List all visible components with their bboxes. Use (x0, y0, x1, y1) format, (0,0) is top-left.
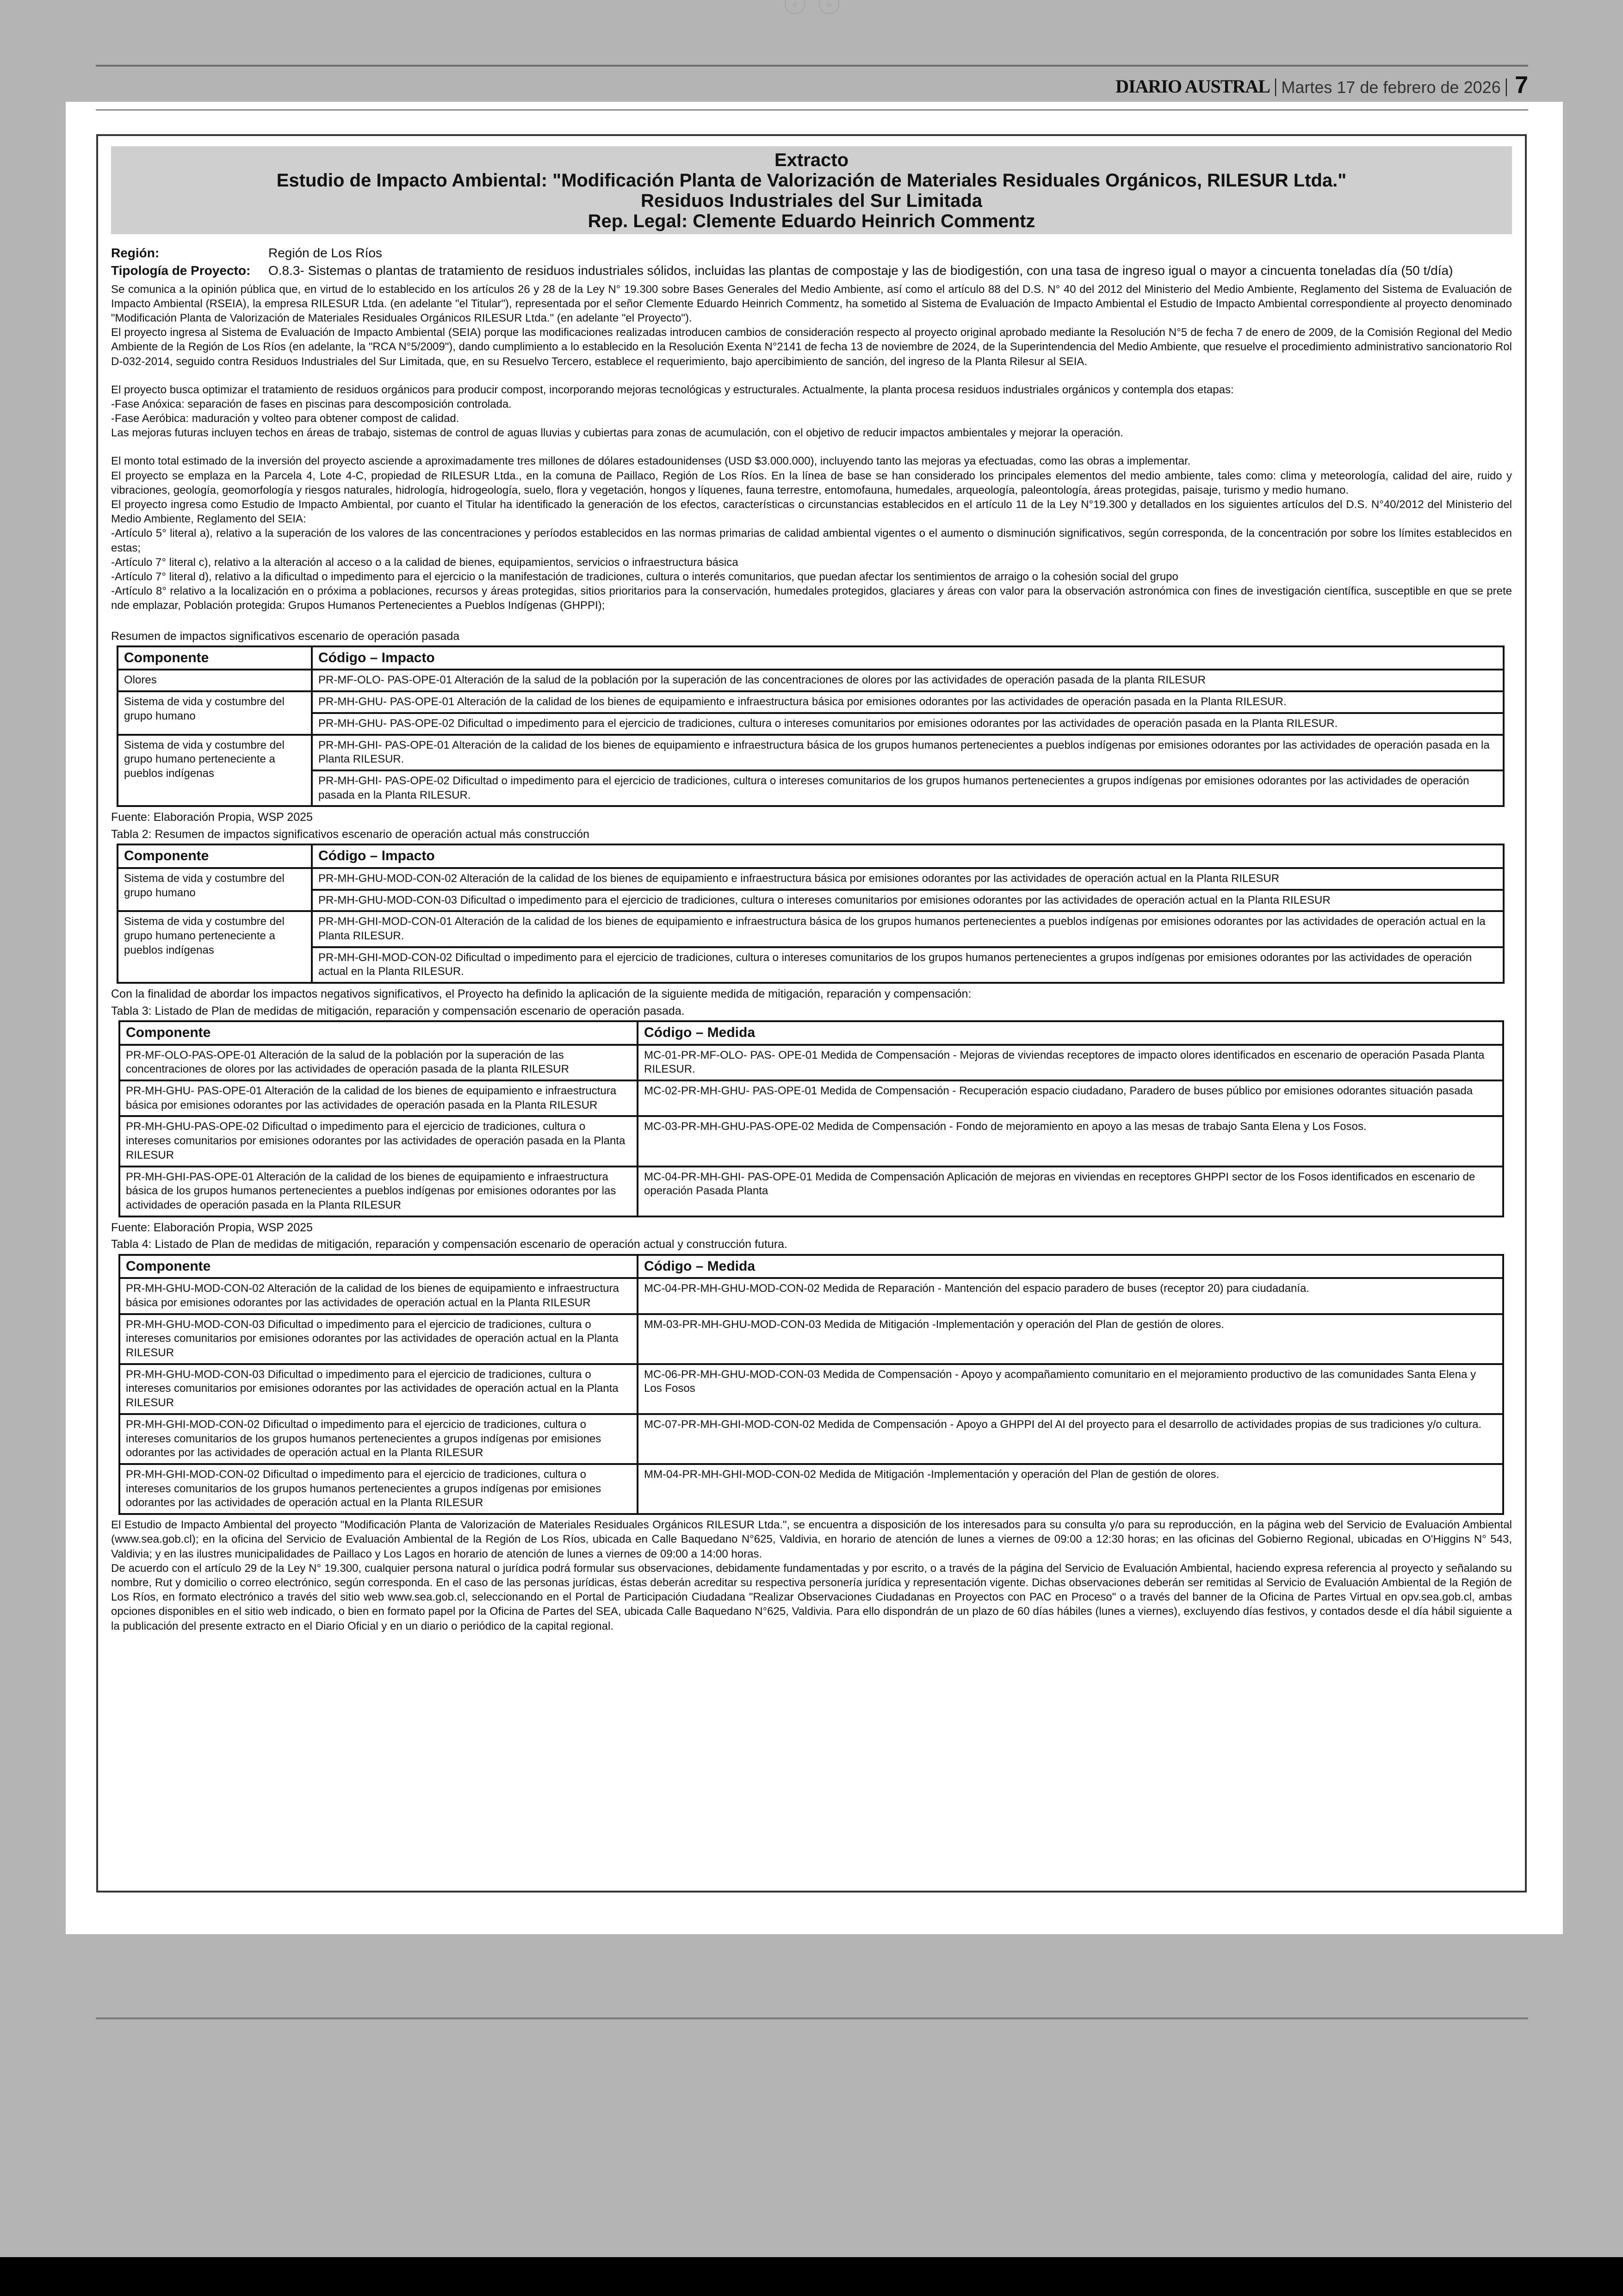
table-caption: Tabla 2: Resumen de impactos significativos escenario de operación actual más construcción (111, 827, 589, 841)
measure-cell: MC-03-PR-MH-GHU-PAS-OPE-02 Medida de Compensación - Fondo de mejoramiento en apoyo a las mesas de trabajo Santa Elena y Los Fosos. (638, 1116, 1503, 1166)
table-caption: Tabla 4: Listado de Plan de medidas de mitigación, reparación y compensación escenario de operación actual y construcción futura. (111, 1238, 787, 1251)
column-header: Componente (118, 646, 312, 670)
impacts-table-past (117, 645, 1505, 807)
paragraph: -Fase Anóxica: separación de fases en piscinas para descomposición controlada. (111, 397, 512, 410)
newspaper-name: DIARIO AUSTRAL (1115, 76, 1270, 97)
paragraph: El proyecto busca optimizar el tratamiento de residuos orgánicos para producir compost, incorporando mejoras tecnológicas y estructurales. Actualmente, la planta procesa residuos industriales orgánicos y contempla dos etapas: (111, 383, 1234, 396)
table-source: Fuente: Elaboración Propia, WSP 2025 (111, 1221, 313, 1234)
next-page-button[interactable]: > (819, 0, 839, 14)
impact-cell: PR-MH-GHI- PAS-OPE-01 Alteración de la calidad de los bienes de equipamiento e infraestructura básica de los grupos humanos pertenecientes a pueblos indígenas por emisiones odorantes por las actividades de operación pasada en la Planta RILESUR. (312, 735, 1504, 770)
issue-date: Martes 17 de febrero de 2026 (1281, 78, 1501, 97)
column-header: Código – Impacto (312, 844, 1504, 868)
table-row (118, 947, 1504, 983)
header-separator: | (1273, 75, 1278, 97)
viewer-bottom-bar (0, 2257, 1623, 2296)
impact-cell: PR-MH-GHI-MOD-CON-02 Dificultad o impedimento para el ejercicio de tradiciones, cultura o intereses comunitarios de los grupos humanos pertenecientes a grupos indígenas por emisiones odorantes por las actividades de operación actual en la Planta RILESUR. (312, 947, 1504, 983)
table-row (118, 770, 1504, 806)
impact-cell: PR-MH-GHU-MOD-CON-03 Dificultad o impedimento para el ejercicio de tradiciones, cultura o intereses comunitarios por emisiones odorantes por las actividades de operación actual en la Planta RILESUR (312, 890, 1504, 912)
title-line: Estudio de Impacto Ambiental: "Modificación Planta de Valorización de Materiales Residuales Orgánicos, RILESUR Ltda." (276, 170, 1347, 191)
title-line: Rep. Legal: Clemente Eduardo Heinrich Commentz (588, 211, 1035, 231)
impact-cell: PR-MH-GHI- PAS-OPE-02 Dificultad o impedimento para el ejercicio de tradiciones, cultura o intereses comunitarios de los grupos humanos pertenecientes a grupos indígenas por emisiones odorantes por las actividades de operación pasada en la Planta RILESUR. (312, 770, 1504, 806)
measures-intro: Con la finalidad de abordar los impactos negativos significativos, el Proyecto ha definido la aplicación de la siguiente medida de mitigación, reparación y compensación: (111, 987, 972, 1001)
impact-cell: PR-MF-OLO- PAS-OPE-01 Alteración de la salud de la población por la superación de las concentraciones de olores por las actividades de operación pasada de la planta RILESUR (312, 670, 1504, 691)
region-row (111, 244, 1512, 262)
bottom-rule (96, 2017, 1528, 2019)
table-row (119, 1116, 1503, 1166)
page-number: 7 (1515, 72, 1528, 99)
impacts-table-current (117, 844, 1505, 984)
impact-cell: PR-MH-GHI-PAS-OPE-01 Alteración de la calidad de los bienes de equipamiento e infraestructura básica de los grupos humanos pertenecientes a pueblos indígenas por emisiones odorantes por las actividades de operación pasada en la Planta RILESUR (119, 1167, 638, 1216)
paragraph: Las mejoras futuras incluyen techos en áreas de trabajo, sistemas de control de aguas lluvias y cubiertas para zonas de acumulación, con el objetivo de reducir impactos ambientales y mejorar la operación. (111, 427, 1123, 440)
measure-cell: MM-03-PR-MH-GHU-MOD-CON-03 Medida de Mitigación -Implementación y operación del Plan de gestión de olores. (638, 1314, 1503, 1364)
component-cell: Sistema de vida y costumbre del grupo humano perteneciente a pueblos indígenas (118, 735, 312, 807)
table-row (118, 691, 1504, 713)
table-row (118, 868, 1504, 890)
component-cell: Sistema de vida y costumbre del grupo humano (118, 691, 312, 734)
component-cell: Sistema de vida y costumbre del grupo humano (118, 868, 312, 911)
title-line: Residuos Industriales del Sur Limitada (641, 191, 982, 211)
header-separator-2: | (1504, 75, 1509, 97)
paragraph: -Artículo 7° literal c), relativo a la alteración al acceso o a la calidad de bienes, equipamientos, servicios o infraestructura básica (111, 556, 738, 569)
impact-cell: PR-MH-GHU-MOD-CON-03 Dificultad o impedimento para el ejercicio de tradiciones, cultura o intereses comunitarios por emisiones odorantes por las actividades de operación actual en la Planta RILESUR (119, 1364, 638, 1414)
paragraph: -Artículo 5° literal a), relativo a la superación de los valores de las concentraciones y períodos establecidos en las normas primarias de calidad ambiental vigentes o el aumento o disminución significativos, según corresponda, de la concentración por sobre los límites establecidos en estas; (111, 527, 1512, 554)
table-row (118, 735, 1504, 770)
measure-cell: MC-04-PR-MH-GHU-MOD-CON-02 Medida de Reparación - Mantención del espacio paradero de buses (receptor 20) para ciudadanía. (638, 1278, 1503, 1314)
notice-meta (111, 244, 1512, 279)
paragraph: Se comunica a la opinión pública que, en virtud de lo establecido en los artículos 26 y 28 de la Ley N° 19.300 sobre Bases Generales del Medio Ambiente, así como el artículo 88 del D.S. N° 40 del 2012 del Ministerio del Medio Ambiente, Reglamento del Sistema de Evaluación de Impacto Ambiental (RSEIA), la empresa RILESUR Ltda. (en adelante "el Titular"), representada por el señor Clemente Eduardo Heinrich Commentz, ha sometido al Sistema de Evaluación de Impacto Ambiental el Estudio de Impacto Ambiental correspondiente al proyecto denominado "Modificación Planta de Valorización de Materiales Residuales Orgánicos RILESUR Ltda." (en adelante "el Proyecto"). (111, 283, 1512, 324)
table-row (119, 1045, 1503, 1080)
tipologia-value: O.8.3- Sistemas o plantas de tratamiento de residuos industriales sólidos, incluidas las plantas de compostaje y las de biodigestión, con una tasa de ingreso igual o mayor a cincuenta toneladas día (50 t/día) (268, 263, 1453, 278)
page-navigation (782, 0, 842, 17)
table-row (119, 1080, 1503, 1116)
table-source: Fuente: Elaboración Propia, WSP 2025 (111, 811, 313, 824)
paragraph: El proyecto ingresa como Estudio de Impacto Ambiental, por cuanto el Titular ha identificado la generación de los efectos, características o circunstancias establecidos en el artículo 11 de la Ley N°19.300 y detallados en los siguientes artículos del D.S. N°40/2012 del Ministerio del Medio Ambiente, Reglamento del SEIA: (111, 498, 1512, 526)
measure-cell: MC-07-PR-MH-GHI-MOD-CON-02 Medida de Compensación - Apoyo a GHPPI del AI del proyecto para el desarrollo de actividades propias de sus tradiciones y/o cultura. (638, 1414, 1503, 1464)
table-row (118, 670, 1504, 691)
table-row (118, 890, 1504, 912)
tipologia-label: Tipología de Proyecto: (111, 263, 251, 278)
table-row (119, 1414, 1503, 1464)
notice-closing (111, 1518, 1512, 1633)
measures-table-past (118, 1020, 1504, 1217)
paragraph: El monto total estimado de la inversión del proyecto asciende a aproximadamente tres millones de dólares estadounidenses (USD $3.000.000), incluyendo tanto las mejoras ya efectuadas, como las obras a implementar. (111, 455, 1191, 468)
column-header: Código – Medida (638, 1021, 1503, 1044)
table-header-row (118, 646, 1504, 670)
measure-cell: MC-01-PR-MF-OLO- PAS- OPE-01 Medida de Compensación - Mejoras de viviendas receptores de impacto olores identificados en escenario de operación Pasada Planta RILESUR. (638, 1045, 1503, 1080)
impact-cell: PR-MH-GHI-MOD-CON-02 Dificultad o impedimento para el ejercicio de tradiciones, cultura o intereses comunitarios de los grupos humanos pertenecientes a grupos indígenas por emisiones odorantes por las actividades de operación actual en la Planta RILESUR (119, 1414, 638, 1464)
notice-title (111, 146, 1512, 234)
table-row (118, 911, 1504, 947)
measure-cell: MC-02-PR-MH-GHU- PAS-OPE-01 Medida de Compensación - Recuperación espacio ciudadano, Paradero de buses público por emisiones odorantes situación pasada (638, 1080, 1503, 1116)
top-rule (96, 65, 1528, 67)
paragraph: El proyecto ingresa al Sistema de Evaluación de Impacto Ambiental (SEIA) porque las modificaciones realizadas introducen cambios de consideración respecto al proyecto original aprobado mediante la Resolución N°5 de fecha 7 de enero de 2009, de la Comisión Regional del Medio Ambiente de la Región de Los Ríos (en adelante, la "RCA N°5/2009"), dando cumplimiento a lo establecido en la Resolución Exenta N°2141 de fecha 13 de noviembre de 2024, de la Superintendencia del Medio Ambiente, que resuelve el procedimiento administrativo sancionatorio Rol D-032-2014, seguido contra Residuos Industriales del Sur Limitada, que, en su Resuelvo Tercero, establece el requerimiento, bajo apercibimiento de sanción, del ingreso de la Planta Rilesur al SEIA. (111, 326, 1512, 368)
column-header: Código – Medida (638, 1255, 1503, 1278)
legal-notice (96, 134, 1527, 1893)
component-cell: Sistema de vida y costumbre del grupo humano perteneciente a pueblos indígenas (118, 911, 312, 983)
impact-cell: PR-MH-GHU- PAS-OPE-01 Alteración de la calidad de los bienes de equipamiento e infraestructura básica por emisiones odorantes por las actividades de operación pasada en la Planta RILESUR. (312, 691, 1504, 713)
notice-body (111, 282, 1512, 613)
measure-cell: MC-04-PR-MH-GHI- PAS-OPE-01 Medida de Compensación Aplicación de mejoras en viviendas en receptores GHPPI sector de los Fosos identificados en escenario de operación Pasada Planta (638, 1167, 1503, 1216)
title-line: Extracto (774, 150, 849, 170)
column-header: Código – Impacto (312, 646, 1504, 670)
previous-page-button[interactable]: < (785, 0, 805, 14)
measures-table-current (118, 1254, 1504, 1515)
impact-cell: PR-MH-GHU- PAS-OPE-02 Dificultad o impedimento para el ejercicio de tradiciones, cultura o intereses comunitarios por emisiones odorantes por las actividades de operación pasada en la Planta RILESUR. (312, 713, 1504, 735)
paragraph: El Estudio de Impacto Ambiental del proyecto "Modificación Planta de Valorización de Materiales Residuales Orgánicos RILESUR Ltda.", se encuentra a disposición de los interesados para su consulta y/o para su reproducción, en la página web del Servicio de Evaluación Ambiental (www.sea.gob.cl); en la oficina del Servicio de Evaluación Ambiental de la Región de Los Ríos, ubicada en Calle Baquedano N°625, Valdivia, en horario de atención de lunes a viernes de 09:00 a 12:30 horas; en las oficinas del Gobierno Regional, ubicadas en O'Higgins N° 543, Valdivia; y en las ilustres municipalidades de Paillaco y Los Lagos en horario de atención de lunes a viernes de 09:00 a 14:00 horas. (111, 1519, 1512, 1560)
impact-cell: PR-MH-GHU- PAS-OPE-01 Alteración de la calidad de los bienes de equipamiento e infraestructura básica por emisiones odorantes por las actividades de operación pasada en la Planta RILESUR (119, 1080, 638, 1116)
measure-cell: MM-04-PR-MH-GHI-MOD-CON-02 Medida de Mitigación -Implementación y operación del Plan de gestión de olores. (638, 1464, 1503, 1514)
paragraph: -Fase Aeróbica: maduración y volteo para obtener compost de calidad. (111, 412, 459, 425)
table-header-row (119, 1021, 1503, 1044)
table-row (119, 1167, 1503, 1216)
impact-cell: PR-MF-OLO-PAS-OPE-01 Alteración de la salud de la población por la superación de las concentraciones de olores por las actividades de operación pasada de la planta RILESUR (119, 1045, 638, 1080)
table-row (119, 1364, 1503, 1414)
newspaper-header (1115, 69, 1528, 97)
paragraph: -Artículo 8° relativo a la localización en o próxima a poblaciones, recursos y áreas protegidas, sitios prioritarios para la conservación, humedales protegidos, glaciares y áreas con valor para la observación astronómica con fines de investigación científica, susceptible en que se prete nde emplazar, Población protegida: Grupos Humanos Pertenecientes a Pueblos Indígenas (GHPPI); (111, 585, 1512, 612)
table-header-row (119, 1255, 1503, 1278)
table-caption: Resumen de impactos significativos escenario de operación pasada (111, 629, 460, 643)
region-value: Región de Los Ríos (268, 246, 382, 260)
column-header: Componente (119, 1021, 638, 1044)
component-cell: Olores (118, 670, 312, 691)
impact-cell: PR-MH-GHI-MOD-CON-02 Dificultad o impedimento para el ejercicio de tradiciones, cultura o intereses comunitarios de los grupos humanos pertenecientes a grupos indígenas por emisiones odorantes por las actividades de operación actual en la Planta RILESUR (119, 1464, 638, 1514)
impact-cell: PR-MH-GHU-PAS-OPE-02 Dificultad o impedimento para el ejercicio de tradiciones, cultura o intereses comunitarios por emisiones odorantes por las actividades de operación pasada en la Planta RILESUR (119, 1116, 638, 1166)
column-header: Componente (119, 1255, 638, 1278)
table-row (119, 1464, 1503, 1514)
header-rule (96, 109, 1528, 111)
impact-cell: PR-MH-GHU-MOD-CON-02 Alteración de la calidad de los bienes de equipamiento e infraestructura básica por emisiones odorantes por las actividades de operación actual en la Planta RILESUR (312, 868, 1504, 890)
table-caption: Tabla 3: Listado de Plan de medidas de mitigación, reparación y compensación escenario de operación pasada. (111, 1004, 685, 1018)
tipologia-row (111, 262, 1512, 279)
paragraph: -Artículo 7° literal d), relativo a la dificultad o impedimento para el ejercicio o la manifestación de tradiciones, cultura o interés comunitarios, que puedan afectar los sentimientos de arraigo o la cohesión social del grupo (111, 570, 1178, 583)
column-header: Componente (118, 844, 312, 868)
region-label: Región: (111, 246, 160, 260)
impact-cell: PR-MH-GHU-MOD-CON-03 Dificultad o impedimento para el ejercicio de tradiciones, cultura o intereses comunitarios por emisiones odorantes por las actividades de operación actual en la Planta RILESUR (119, 1314, 638, 1364)
table-header-row (118, 844, 1504, 868)
impact-cell: PR-MH-GHU-MOD-CON-02 Alteración de la calidad de los bienes de equipamiento e infraestructura básica por emisiones odorantes por las actividades de operación actual en la Planta RILESUR (119, 1278, 638, 1314)
paragraph: El proyecto se emplaza en la Parcela 4, Lote 4-C, propiedad de RILESUR Ltda., en la comuna de Paillaco, Región de Los Ríos. En la línea de base se han considerado los principales elementos del medio ambiente, tales como: clima y meteorología, calidad del aire, ruido y vibraciones, geología, geomorfología y riesgos naturales, hidrología, hidrogeología, suelo, flora y vegetación, hongos y líquenes, fauna terrestre, entomofauna, humedales, arqueología, paleontología, áreas protegidas, paisaje, turismo y medio humano. (111, 469, 1512, 496)
impact-cell: PR-MH-GHI-MOD-CON-01 Alteración de la calidad de los bienes de equipamiento e infraestructura básica de los grupos humanos pertenecientes a pueblos indígenas por emisiones odorantes por las actividades de operación actual en la Planta RILESUR. (312, 911, 1504, 947)
measure-cell: MC-06-PR-MH-GHU-MOD-CON-03 Medida de Compensación - Apoyo y acompañamiento comunitario en el mejoramiento productivo de las comunidades Santa Elena y Los Fosos (638, 1364, 1503, 1414)
table-row (119, 1314, 1503, 1364)
table-row (118, 713, 1504, 735)
paragraph: De acuerdo con el artículo 29 de la Ley N° 19.300, cualquier persona natural o jurídica podrá formular sus observaciones, debidamente fundamentadas y por escrito, o a través de la página del Servicio de Evaluación Ambiental, haciendo expresa referencia al proyecto y señalando su nombre, Rut y domicilio o correo electrónico, según corresponda. En el caso de las personas jurídicas, éstas deberán acreditar su respectiva personería jurídica y representación vigente. Dichas observaciones deberán ser remitidas al Servicio de Evaluación Ambiental de la Región de Los Ríos, en formato electrónico a través del sitio web www.sea.gob.cl, seleccionando en el Portal de Participación Ciudadana "Realizar Observaciones Ciudadanas en Proyectos con PAC en Proceso" o a través del banner de la Oficina de Partes Virtual en opv.sea.gob.cl, ambas opciones disponibles en el sitio web indicado, o bien en formato papel por la Oficina de Partes del SEA, ubicada Calle Baquedano N°625, Valdivia. Para ello dispondrán de un plazo de 60 días hábiles (lunes a viernes), excluyendo días festivos, y contados desde el día hábil siguiente a la publicación del presente extracto en el Diario Oficial y en un diario o periódico de la capital regional. (111, 1562, 1512, 1632)
table-row (119, 1278, 1503, 1314)
